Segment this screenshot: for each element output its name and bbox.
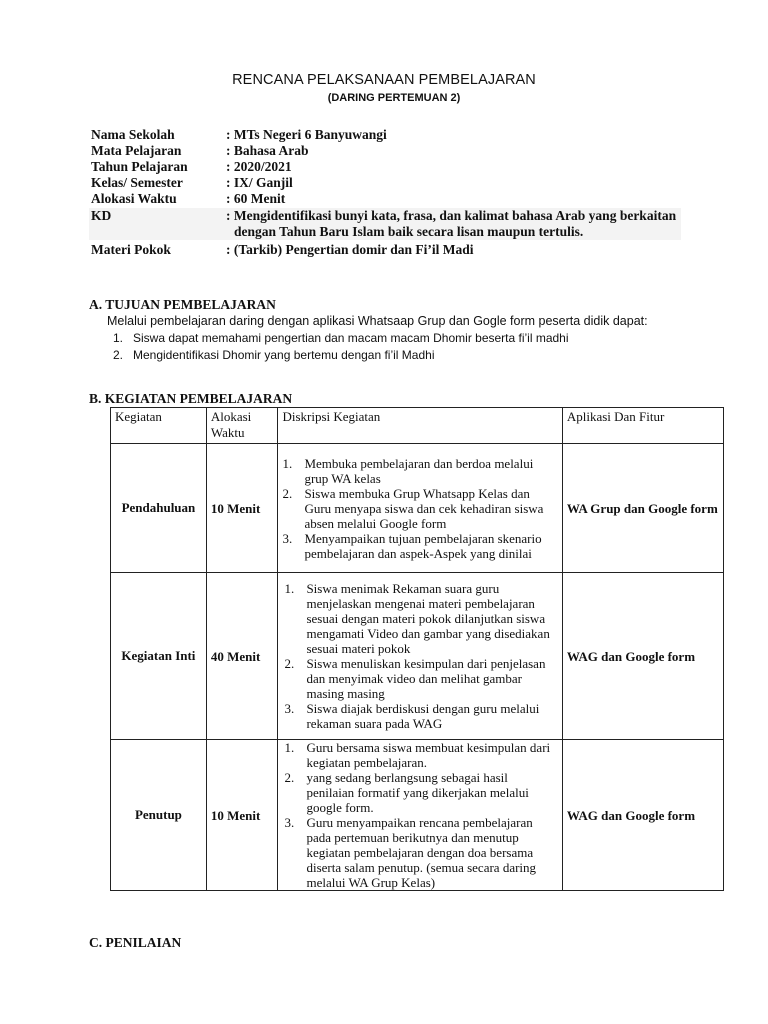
objective-item	[89, 347, 689, 364]
identity-value: : IX/ Ganjil	[226, 175, 293, 190]
table-row-inti	[111, 573, 724, 740]
objectives-list	[89, 330, 689, 364]
objectives-intro: Melalui pembelajaran daring dengan aplikasi Whatsaap Grup dan Gogle form peserta didik dapat:	[107, 314, 648, 328]
step-text: Siswa diajak berdiskusi dengan guru melalui rekaman suara pada WAG	[306, 701, 540, 731]
step-item	[282, 531, 557, 561]
identity-row-year	[89, 159, 681, 175]
step-number: 3.	[284, 701, 295, 716]
header-description: Diskripsi Kegiatan	[278, 408, 562, 444]
section-c-title: C. PENILAIAN	[89, 935, 182, 950]
identity-label: Materi Pokok	[91, 242, 171, 257]
identity-value: : (Tarkib) Pengertian domir dan Fi’il Madi	[226, 242, 474, 257]
activity-name: Pendahuluan	[111, 444, 207, 573]
step-text: yang sedang berlangsung sebagai hasil penilaian formatif yang dikerjakan melalui google form.	[306, 770, 529, 815]
document-subtitle: (DARING PERTEMUAN 2)	[327, 92, 461, 104]
objective-number: 1.	[113, 331, 124, 345]
identity-label: KD	[91, 208, 112, 223]
activity-app: WAG dan Google form	[562, 740, 723, 891]
activity-app: WA Grup dan Google form	[562, 444, 723, 573]
step-item	[282, 581, 557, 656]
objective-text: Mengidentifikasi Dhomir yang bertemu dengan fi’il Madhi	[133, 348, 435, 362]
section-b-title: B. KEGIATAN PEMBELAJARAN	[89, 391, 293, 406]
step-text: Siswa menimak Rekaman suara guru menjelaskan mengenai materi pembelajaran sesuai dengan materi pokok dilanjutkan siswa mengamati Video dan gambar yang disediakan sesuai materi pokok	[306, 581, 550, 656]
header-app: Aplikasi Dan Fitur	[562, 408, 723, 444]
step-number: 2.	[282, 485, 293, 501]
objective-number: 2.	[113, 348, 124, 362]
table-row-pendahuluan	[111, 444, 724, 573]
identity-row-time	[89, 191, 681, 207]
identity-row-subject	[89, 143, 681, 159]
table-row-penutup	[111, 740, 724, 891]
objective-text: Siswa dapat memahami pengertian dan macam macam Dhomir beserta fi’il madhi	[133, 331, 569, 345]
step-number: 1.	[284, 740, 295, 755]
step-number: 1.	[284, 581, 295, 596]
identity-value: : 2020/2021	[226, 159, 292, 174]
step-item	[282, 770, 557, 815]
step-text: Membuka pembelajaran dan berdoa melalui grup WA kelas	[304, 455, 534, 486]
step-number: 3.	[282, 530, 293, 546]
activity-name: Penutup	[111, 740, 207, 891]
identity-label: Nama Sekolah	[91, 127, 175, 142]
activity-name: Kegiatan Inti	[111, 573, 207, 740]
identity-value: : MTs Negeri 6 Banyuwangi	[226, 127, 387, 142]
section-a-title: A. TUJUAN PEMBELAJARAN	[89, 297, 276, 312]
step-item	[282, 486, 557, 531]
activity-description	[278, 740, 562, 891]
step-number: 2.	[284, 656, 295, 671]
activity-time: 10 Menit	[206, 740, 278, 891]
step-text: Menyampaikan tujuan pembelajaran skenario pembelajaran dan aspek-Aspek yang dinilai	[304, 530, 542, 561]
step-number: 3.	[284, 815, 295, 830]
step-item	[282, 815, 557, 890]
step-text: Siswa membuka Grup Whatsapp Kelas dan Guru menyapa siswa dan cek kehadiran siswa absen melalui Google form	[304, 485, 544, 531]
step-item	[282, 456, 557, 486]
identity-row-school	[89, 127, 681, 143]
identity-table	[89, 127, 681, 258]
activity-app: WAG dan Google form	[562, 573, 723, 740]
document-title: RENCANA PELAKSANAAN PEMBELAJARAN	[232, 72, 536, 88]
identity-value: : 60 Menit	[226, 191, 286, 206]
identity-label: Alokasi Waktu	[91, 191, 177, 206]
activity-description	[278, 573, 562, 740]
header-time: Alokasi Waktu	[206, 408, 278, 444]
header-activity: Kegiatan	[111, 408, 207, 444]
objective-item	[89, 330, 689, 347]
identity-row-materi	[89, 242, 681, 258]
identity-label: Kelas/ Semester	[91, 175, 183, 190]
activity-description	[278, 444, 562, 573]
step-item	[282, 656, 557, 701]
step-item	[282, 701, 557, 731]
step-number: 2.	[284, 770, 295, 785]
activity-time: 10 Menit	[206, 444, 278, 573]
identity-label: Mata Pelajaran	[91, 143, 182, 158]
identity-value: : Mengidentifikasi bunyi kata, frasa, dan kalimat bahasa Arab yang berkaitan dengan Tahun Baru Islam baik secara lisan maupun tertulis.	[226, 208, 677, 239]
identity-row-class	[89, 175, 681, 191]
identity-row-kd	[89, 208, 681, 240]
table-header-row	[111, 408, 724, 444]
step-text: Siswa menuliskan kesimpulan dari penjelasan dan menyimak video dan melihat gambar masing masing	[306, 656, 546, 701]
step-item	[282, 740, 557, 770]
activity-time: 40 Menit	[206, 573, 278, 740]
section-objectives	[89, 296, 689, 364]
identity-value: : Bahasa Arab	[226, 143, 309, 158]
activities-table	[110, 407, 724, 891]
step-text: Guru bersama siswa membuat kesimpulan dari kegiatan pembelajaran.	[306, 740, 551, 770]
identity-label: Tahun Pelajaran	[91, 159, 188, 174]
step-number: 1.	[282, 455, 293, 471]
step-text: Guru menyampaikan rencana pembelajaran pada pertemuan berikutnya dan menutup kegiatan pembelajaran dengan doa bersama diserta salam penutup. (semua secara daring melalui WA Grup Kelas)	[306, 815, 537, 890]
